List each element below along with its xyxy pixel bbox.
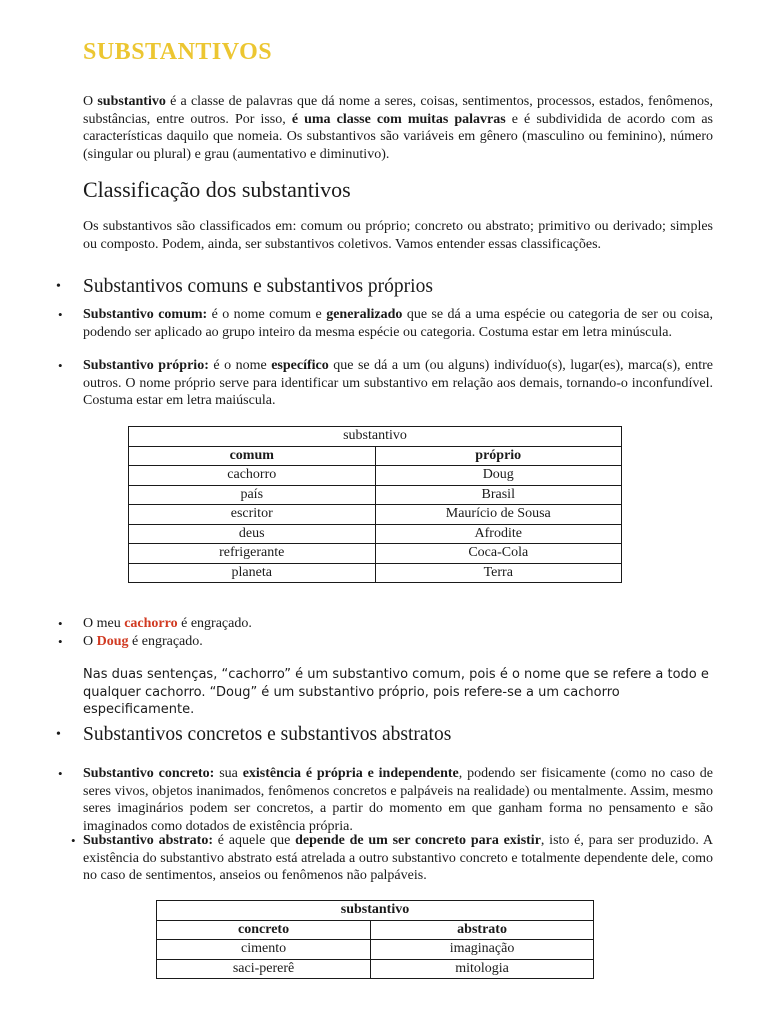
highlighted-word: cachorro [124, 616, 178, 631]
table-cell: Brasil [375, 485, 622, 505]
table-row [157, 940, 594, 960]
intro-text-3: e é subdividida de acordo com as características daquilo que nomeia. Os substantivos são variáveis em gênero (masculino ou feminino), número (singular ou plural) e grau (aumentativo e diminutivo). [83, 111, 714, 162]
intro-paragraph [83, 93, 713, 163]
table-row [129, 544, 622, 564]
list-item-substantivo-abstrato [71, 832, 713, 885]
table-cell: país [129, 485, 376, 505]
intro-bold-1: substantivo [97, 94, 166, 109]
table-cell: planeta [129, 563, 376, 583]
table-header-row [129, 446, 622, 466]
bullet-icon: • [58, 358, 63, 373]
table-cell: Afrodite [375, 524, 622, 544]
bullet-icon: • [71, 833, 76, 848]
column-header-proprio: próprio [375, 446, 622, 466]
intro-text-2: é a classe de palavras que dá nome a seres, coisas, sentimentos, processos, estados, fenômenos, substâncias, entre outros. Por isso, [83, 94, 713, 127]
classificacao-paragraph: Os substantivos são classificados em: comum ou próprio; concreto ou abstrato; primitivo ou derivado; simples ou composto. Podem, ainda, ser substantivos coletivos. Vamos entender essas classificações. [83, 219, 713, 252]
term-label: Substantivo comum: [83, 307, 208, 322]
term-label: Substantivo próprio: [83, 358, 209, 373]
item-text: é aquele que [213, 833, 296, 848]
comum-proprio-table [128, 426, 622, 583]
bullet-icon: • [58, 766, 63, 781]
column-header-concreto: concreto [157, 920, 371, 940]
example-explanation: Nas duas sentenças, “cachorro” é um substantivo comum, pois é o nome que se refere a todo e qualquer cachorro. “Doug” é um substantivo próprio, pois refere-se a um cachorro especificamente. [83, 667, 709, 717]
list-item-substantivo-proprio [58, 357, 714, 410]
example-text: O meu [83, 616, 125, 631]
table-header-row [157, 920, 594, 940]
page-title: SUBSTANTIVOS [83, 39, 273, 65]
table-row [129, 505, 622, 525]
table-row [129, 466, 622, 486]
table-cell: Doug [375, 466, 622, 486]
concretos-abstratos-heading: Substantivos concretos e substantivos abstratos [83, 724, 452, 745]
table-cell: refrigerante [129, 544, 376, 564]
intro-text-1: O [83, 94, 98, 109]
item-text: é o nome comum e [207, 307, 327, 322]
table-caption-row [157, 901, 594, 921]
table-cell: imaginação [371, 940, 594, 960]
list-item-substantivo-comum [58, 306, 714, 341]
example-text: é engraçado. [128, 634, 203, 649]
table-caption-row [129, 427, 622, 447]
table-row [129, 524, 622, 544]
example-item-cachorro [58, 615, 713, 633]
column-header-comum: comum [129, 446, 376, 466]
highlighted-word: Doug [96, 634, 129, 649]
list-item-substantivo-concreto [58, 765, 713, 835]
table-cell: cachorro [129, 466, 376, 486]
table-cell: Maurício de Sousa [375, 505, 622, 525]
classificacao-heading: Classificação dos substantivos [83, 177, 351, 202]
table-cell: Coca-Cola [375, 544, 622, 564]
example-item-doug [58, 633, 713, 651]
bullet-icon: • [56, 727, 61, 742]
term-label: Substantivo concreto: [83, 766, 215, 781]
table-caption: substantivo [157, 901, 594, 921]
column-header-abstrato: abstrato [371, 920, 594, 940]
table-row [129, 563, 622, 583]
comuns-proprios-heading: Substantivos comuns e substantivos próprios [83, 276, 433, 297]
table-cell: cimento [157, 940, 371, 960]
table-cell: escritor [129, 505, 376, 525]
table-cell: saci-pererê [157, 959, 371, 979]
item-text: que se dá a uma espécie ou categoria de ser ou coisa, podendo ser aplicado ao grupo inteiro da mesma espécie ou categoria. Costuma estar em letra minúscula. [83, 307, 714, 340]
table-cell: Terra [375, 563, 622, 583]
bullet-icon: • [58, 634, 63, 649]
table-cell: deus [129, 524, 376, 544]
term-label: Substantivo abstrato: [83, 833, 214, 848]
concreto-abstrato-table [156, 900, 594, 979]
item-text: , podendo ser fisicamente (como no caso de seres vivos, objetos inanimados, fenômenos concretos e palpáveis na realidade) ou mentalmente. Assim, mesmo seres imaginários podem ser concretos, a partir do momento em que ganham forma no pensamento e são imaginados como dotados de existência própria. [83, 766, 713, 834]
item-text: que se dá a um (ou alguns) indivíduo(s), lugar(es), marca(s), entre outros. O nome próprio serve para identificar um substantivo em relação aos demais, tornando-o inconfundível. Costuma estar em letra maiúscula. [83, 358, 714, 408]
example-text: é engraçado. [177, 616, 252, 631]
bullet-icon: • [58, 307, 63, 322]
example-text: O [83, 634, 97, 649]
item-bold: depende de um ser concreto para existir [295, 833, 541, 848]
item-text: é o nome [208, 358, 272, 373]
table-caption: substantivo [129, 427, 622, 447]
intro-bold-2: é uma classe com muitas palavras [291, 111, 506, 127]
table-row [157, 959, 594, 979]
bullet-icon: • [58, 616, 63, 631]
item-text: , isto é, para ser produzido. A existência do substantivo abstrato está atrelada a outro substantivo concreto e totalmente dependente dele, como no caso de sentimentos, anseios ou fenômenos não palpáveis. [83, 833, 713, 883]
item-bold: existência é própria e independente [242, 766, 459, 781]
table-row [129, 485, 622, 505]
item-bold: específico [271, 358, 329, 373]
bullet-icon: • [56, 279, 61, 294]
item-text: sua [214, 766, 243, 781]
item-bold: generalizado [326, 307, 403, 322]
table-cell: mitologia [371, 959, 594, 979]
